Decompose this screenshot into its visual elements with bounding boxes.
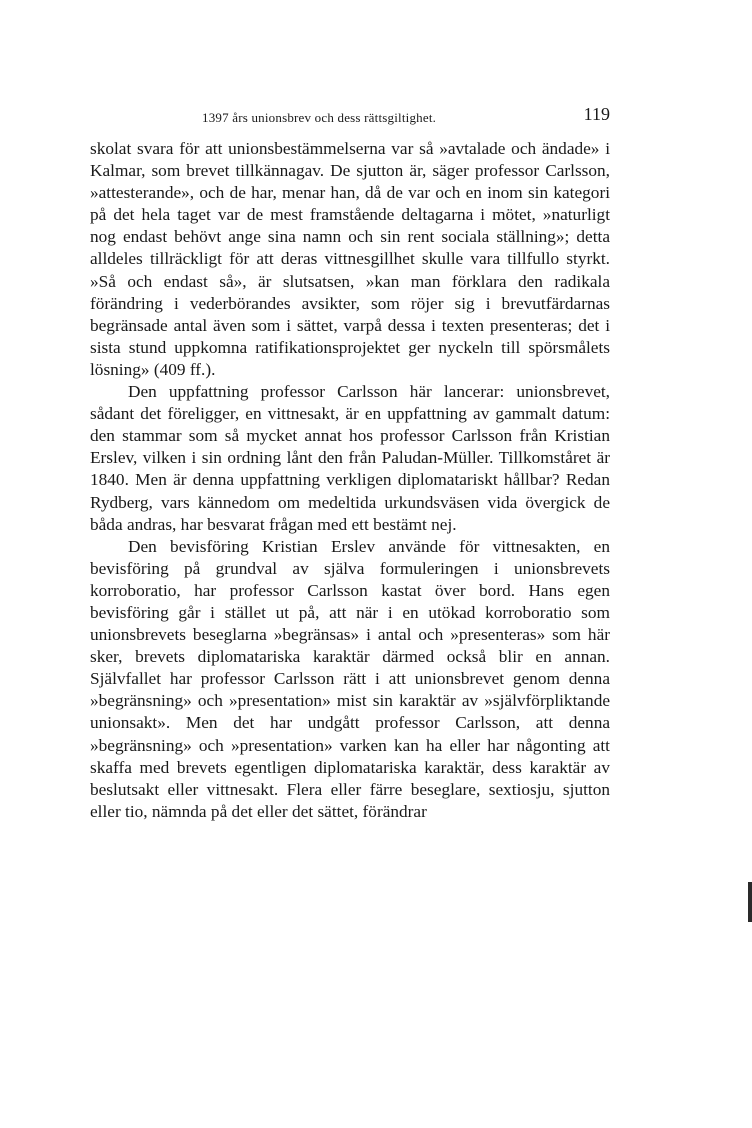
paragraph-1: skolat svara för att unionsbestämmelserna var så »avtalade och ändade» i Kalmar, som brevet tillkännagav. De sjutton är, säger professor Carlsson, »attesterande», och de har, menar han, då de var och en inom sin kategori på det hela taget var de mest framstående deltagarna i mötet, »naturligt nog endast behövt ange sina namn och sin rent sociala ställning»; detta alldeles tillräckligt för att deras vittnesgillhet skulle vara tillfullo styrkt. »Så och endast så», är slutsatsen, »kan man förklara den radikala förändring i vederbörandes avsikter, som röjer sig i brevutfärdarnas begränsade antal även som i sättet, varpå dessa i texten presenteras; det i sista stund uppkomna ratifikationsprojektet ger nyckeln till spörsmålets lösning» (409 ff.). [90, 139, 610, 379]
running-title: 1397 års unionsbrev och dess rättsgiltighet. [202, 110, 437, 125]
body-text [90, 138, 610, 823]
book-page [90, 104, 610, 823]
running-header [90, 104, 610, 138]
page-edge-mark [748, 882, 752, 922]
paragraph-3: Den bevisföring Kristian Erslev använde för vittnesakten, en bevisföring på grundval av själva formuleringen i unionsbrevets korroboratio, har professor Carlsson kastat över bord. Hans egen bevisföring går i stället ut på, att när i en utökad korroboratio som unionsbrevets beseglarna »begränsas» i antal och »presenteras» som här sker, brevets diplomatariska karaktär därmed också blir en annan. Självfallet har professor Carlsson rätt i att unionsbrevet genom denna »begränsning» och »presentation» mist sin karaktär av »självförpliktande unionsakt». Men det har undgått professor Carlsson, att denna »begränsning» och »presentation» varken kan ha eller har någonting att skaffa med brevets egentligen diplomatariska karaktär, dess karaktär av beslutsakt eller vittnesakt. Flera eller färre beseglare, sextiosju, sjutton eller tio, nämnda på det eller det sättet, förändrar [90, 536, 610, 821]
page-number: 119 [583, 104, 610, 124]
paragraph-2: Den uppfattning professor Carlsson här lancerar: unionsbrevet, sådant det föreligger, en vittnesakt, är en uppfattning av gammalt datum: den stammar som så mycket annat hos professor Carlsson från Kristian Erslev, vilken i sin ordning lånt den från Paludan-Müller. Tillkomståret är 1840. Men är denna uppfattning verkligen diplomatariskt hållbar? Redan Rydberg, vars kännedom om medeltida urkundsväsen vida övergick de båda andras, har besvarat frågan med ett bestämt nej. [90, 382, 610, 534]
